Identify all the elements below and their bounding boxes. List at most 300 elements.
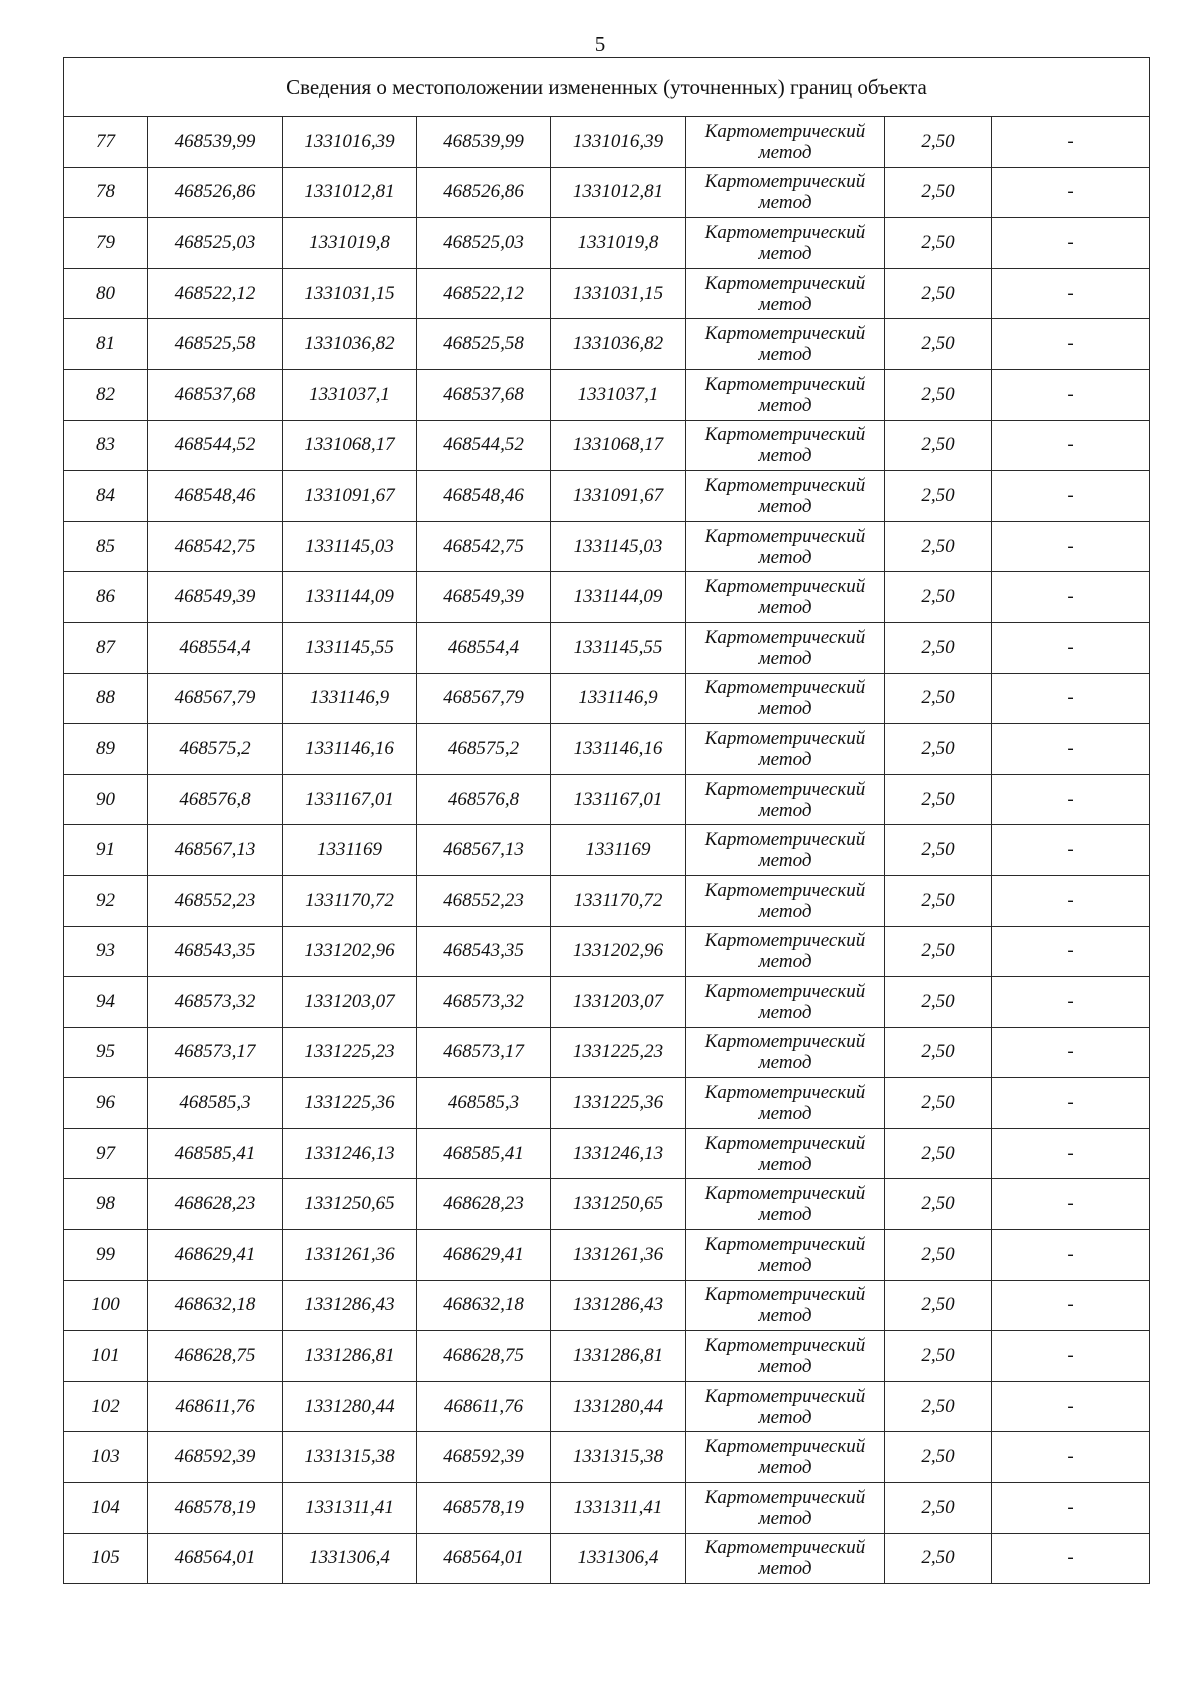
note-cell: -	[992, 218, 1150, 269]
existing-y-cell: 1331031,15	[283, 268, 417, 319]
method-cell	[686, 521, 885, 572]
accuracy-cell: 2,50	[885, 572, 992, 623]
method-line-1: Картометрический	[704, 272, 866, 294]
accuracy-cell: 2,50	[885, 825, 992, 876]
refined-x-cell: 468564,01	[417, 1533, 551, 1584]
point-number-cell: 77	[64, 117, 148, 168]
existing-x-cell: 468526,86	[148, 167, 283, 218]
existing-x-cell: 468573,17	[148, 1027, 283, 1078]
existing-y-cell: 1331203,07	[283, 977, 417, 1028]
method-line-2: метод	[758, 1305, 812, 1327]
method-line-1: Картометрический	[704, 626, 866, 648]
method-line-2: метод	[758, 748, 812, 770]
method-line-1: Картометрический	[704, 1132, 866, 1154]
point-number-cell: 102	[64, 1381, 148, 1432]
point-number-cell: 80	[64, 268, 148, 319]
existing-x-cell: 468629,41	[148, 1230, 283, 1281]
table-row	[64, 774, 1150, 825]
method-line-1: Картометрический	[704, 1385, 866, 1407]
point-number-cell: 101	[64, 1331, 148, 1382]
method-cell	[686, 319, 885, 370]
table-row	[64, 319, 1150, 370]
refined-y-cell: 1331167,01	[551, 774, 686, 825]
accuracy-cell: 2,50	[885, 1483, 992, 1534]
refined-y-cell: 1331146,9	[551, 673, 686, 724]
table-row	[64, 1230, 1150, 1281]
refined-y-cell: 1331315,38	[551, 1432, 686, 1483]
existing-x-cell: 468611,76	[148, 1381, 283, 1432]
table-caption: Сведения о местоположении измененных (уточненных) границ объекта	[64, 58, 1150, 117]
point-number-cell: 88	[64, 673, 148, 724]
existing-x-cell: 468552,23	[148, 875, 283, 926]
accuracy-cell: 2,50	[885, 673, 992, 724]
accuracy-cell: 2,50	[885, 369, 992, 420]
method-cell	[686, 471, 885, 522]
method-line-1: Картометрический	[704, 980, 866, 1002]
point-number-cell: 99	[64, 1230, 148, 1281]
existing-x-cell: 468543,35	[148, 926, 283, 977]
method-line-1: Картометрический	[704, 474, 866, 496]
accuracy-cell: 2,50	[885, 622, 992, 673]
table-row	[64, 724, 1150, 775]
method-cell	[686, 117, 885, 168]
refined-y-cell: 1331170,72	[551, 875, 686, 926]
table-row	[64, 1533, 1150, 1584]
accuracy-cell: 2,50	[885, 521, 992, 572]
existing-y-cell: 1331012,81	[283, 167, 417, 218]
existing-y-cell: 1331170,72	[283, 875, 417, 926]
table-row	[64, 1179, 1150, 1230]
accuracy-cell: 2,50	[885, 1179, 992, 1230]
existing-x-cell: 468585,41	[148, 1128, 283, 1179]
table-row	[64, 673, 1150, 724]
method-cell	[686, 926, 885, 977]
method-line-1: Картометрический	[704, 424, 866, 446]
point-number-cell: 103	[64, 1432, 148, 1483]
method-cell	[686, 1128, 885, 1179]
method-line-2: метод	[758, 1254, 812, 1276]
existing-x-cell: 468554,4	[148, 622, 283, 673]
refined-y-cell: 1331246,13	[551, 1128, 686, 1179]
existing-y-cell: 1331225,36	[283, 1078, 417, 1129]
existing-y-cell: 1331250,65	[283, 1179, 417, 1230]
refined-x-cell: 468526,86	[417, 167, 551, 218]
method-cell	[686, 1381, 885, 1432]
refined-y-cell: 1331036,82	[551, 319, 686, 370]
table-row	[64, 420, 1150, 471]
method-line-1: Картометрический	[704, 930, 866, 952]
method-line-1: Картометрический	[704, 1233, 866, 1255]
existing-y-cell: 1331286,43	[283, 1280, 417, 1331]
accuracy-cell: 2,50	[885, 167, 992, 218]
method-line-1: Картометрический	[704, 1486, 866, 1508]
method-cell	[686, 825, 885, 876]
point-number-cell: 86	[64, 572, 148, 623]
table-row	[64, 1078, 1150, 1129]
method-cell	[686, 1432, 885, 1483]
refined-x-cell: 468628,23	[417, 1179, 551, 1230]
note-cell: -	[992, 521, 1150, 572]
refined-x-cell: 468592,39	[417, 1432, 551, 1483]
table-row	[64, 1483, 1150, 1534]
method-cell	[686, 369, 885, 420]
method-line-1: Картометрический	[704, 221, 866, 243]
method-line-2: метод	[758, 293, 812, 315]
note-cell: -	[992, 1381, 1150, 1432]
method-cell	[686, 977, 885, 1028]
method-line-2: метод	[758, 1204, 812, 1226]
method-cell	[686, 218, 885, 269]
existing-x-cell: 468575,2	[148, 724, 283, 775]
table-row	[64, 471, 1150, 522]
existing-x-cell: 468578,19	[148, 1483, 283, 1534]
table-row	[64, 1280, 1150, 1331]
existing-y-cell: 1331145,55	[283, 622, 417, 673]
existing-y-cell: 1331146,9	[283, 673, 417, 724]
method-cell	[686, 1331, 885, 1382]
refined-x-cell: 468611,76	[417, 1381, 551, 1432]
refined-y-cell: 1331091,67	[551, 471, 686, 522]
existing-y-cell: 1331315,38	[283, 1432, 417, 1483]
method-line-1: Картометрический	[704, 1082, 866, 1104]
method-line-1: Картометрический	[704, 576, 866, 598]
accuracy-cell: 2,50	[885, 724, 992, 775]
existing-y-cell: 1331246,13	[283, 1128, 417, 1179]
refined-y-cell: 1331031,15	[551, 268, 686, 319]
refined-x-cell: 468525,03	[417, 218, 551, 269]
method-cell	[686, 1179, 885, 1230]
note-cell: -	[992, 1280, 1150, 1331]
method-cell	[686, 774, 885, 825]
point-number-cell: 85	[64, 521, 148, 572]
method-line-2: метод	[758, 344, 812, 366]
refined-x-cell: 468567,13	[417, 825, 551, 876]
refined-y-cell: 1331144,09	[551, 572, 686, 623]
method-cell	[686, 572, 885, 623]
point-number-cell: 87	[64, 622, 148, 673]
method-line-2: метод	[758, 1558, 812, 1580]
accuracy-cell: 2,50	[885, 1128, 992, 1179]
point-number-cell: 97	[64, 1128, 148, 1179]
existing-y-cell: 1331068,17	[283, 420, 417, 471]
table-row	[64, 825, 1150, 876]
refined-x-cell: 468525,58	[417, 319, 551, 370]
point-number-cell: 94	[64, 977, 148, 1028]
existing-y-cell: 1331280,44	[283, 1381, 417, 1432]
refined-y-cell: 1331145,55	[551, 622, 686, 673]
accuracy-cell: 2,50	[885, 268, 992, 319]
accuracy-cell: 2,50	[885, 218, 992, 269]
refined-x-cell: 468549,39	[417, 572, 551, 623]
note-cell: -	[992, 977, 1150, 1028]
refined-y-cell: 1331202,96	[551, 926, 686, 977]
existing-x-cell: 468537,68	[148, 369, 283, 420]
accuracy-cell: 2,50	[885, 1331, 992, 1382]
existing-y-cell: 1331311,41	[283, 1483, 417, 1534]
existing-x-cell: 468525,58	[148, 319, 283, 370]
point-number-cell: 104	[64, 1483, 148, 1534]
existing-x-cell: 468544,52	[148, 420, 283, 471]
table-row	[64, 117, 1150, 168]
method-cell	[686, 1280, 885, 1331]
existing-x-cell: 468632,18	[148, 1280, 283, 1331]
note-cell: -	[992, 1027, 1150, 1078]
refined-y-cell: 1331012,81	[551, 167, 686, 218]
existing-y-cell: 1331169	[283, 825, 417, 876]
method-cell	[686, 268, 885, 319]
note-cell: -	[992, 1331, 1150, 1382]
method-line-1: Картометрический	[704, 778, 866, 800]
point-number-cell: 90	[64, 774, 148, 825]
point-number-cell: 82	[64, 369, 148, 420]
table-row	[64, 1128, 1150, 1179]
existing-x-cell: 468539,99	[148, 117, 283, 168]
point-number-cell: 81	[64, 319, 148, 370]
method-cell	[686, 1230, 885, 1281]
method-line-2: метод	[758, 192, 812, 214]
note-cell: -	[992, 572, 1150, 623]
note-cell: -	[992, 1230, 1150, 1281]
method-line-1: Картометрический	[704, 1031, 866, 1053]
existing-x-cell: 468567,13	[148, 825, 283, 876]
refined-y-cell: 1331146,16	[551, 724, 686, 775]
existing-y-cell: 1331167,01	[283, 774, 417, 825]
point-number-cell: 98	[64, 1179, 148, 1230]
method-line-2: метод	[758, 394, 812, 416]
accuracy-cell: 2,50	[885, 1230, 992, 1281]
method-line-2: метод	[758, 445, 812, 467]
point-number-cell: 96	[64, 1078, 148, 1129]
refined-x-cell: 468548,46	[417, 471, 551, 522]
existing-y-cell: 1331036,82	[283, 319, 417, 370]
method-cell	[686, 622, 885, 673]
accuracy-cell: 2,50	[885, 1280, 992, 1331]
existing-x-cell: 468525,03	[148, 218, 283, 269]
refined-x-cell: 468578,19	[417, 1483, 551, 1534]
method-line-2: метод	[758, 647, 812, 669]
refined-y-cell: 1331286,43	[551, 1280, 686, 1331]
note-cell: -	[992, 1128, 1150, 1179]
refined-y-cell: 1331306,4	[551, 1533, 686, 1584]
accuracy-cell: 2,50	[885, 774, 992, 825]
accuracy-cell: 2,50	[885, 1078, 992, 1129]
existing-y-cell: 1331306,4	[283, 1533, 417, 1584]
note-cell: -	[992, 1432, 1150, 1483]
existing-y-cell: 1331037,1	[283, 369, 417, 420]
method-line-2: метод	[758, 698, 812, 720]
point-number-cell: 83	[64, 420, 148, 471]
existing-y-cell: 1331016,39	[283, 117, 417, 168]
method-line-2: метод	[758, 1001, 812, 1023]
method-line-1: Картометрический	[704, 1284, 866, 1306]
table-row	[64, 268, 1150, 319]
method-cell	[686, 1483, 885, 1534]
table-row	[64, 926, 1150, 977]
accuracy-cell: 2,50	[885, 471, 992, 522]
method-cell	[686, 420, 885, 471]
method-line-2: метод	[758, 951, 812, 973]
method-line-2: метод	[758, 546, 812, 568]
existing-x-cell: 468564,01	[148, 1533, 283, 1584]
note-cell: -	[992, 420, 1150, 471]
existing-x-cell: 468585,3	[148, 1078, 283, 1129]
point-number-cell: 100	[64, 1280, 148, 1331]
method-line-2: метод	[758, 1457, 812, 1479]
method-line-2: метод	[758, 1406, 812, 1428]
accuracy-cell: 2,50	[885, 117, 992, 168]
existing-y-cell: 1331286,81	[283, 1331, 417, 1382]
refined-x-cell: 468544,52	[417, 420, 551, 471]
point-number-cell: 92	[64, 875, 148, 926]
method-line-1: Картометрический	[704, 525, 866, 547]
refined-y-cell: 1331068,17	[551, 420, 686, 471]
method-line-2: метод	[758, 141, 812, 163]
refined-y-cell: 1331037,1	[551, 369, 686, 420]
note-cell: -	[992, 673, 1150, 724]
existing-y-cell: 1331225,23	[283, 1027, 417, 1078]
accuracy-cell: 2,50	[885, 926, 992, 977]
method-line-2: метод	[758, 495, 812, 517]
method-line-2: метод	[758, 597, 812, 619]
existing-y-cell: 1331261,36	[283, 1230, 417, 1281]
note-cell: -	[992, 1179, 1150, 1230]
existing-x-cell: 468573,32	[148, 977, 283, 1028]
method-line-1: Картометрический	[704, 677, 866, 699]
existing-y-cell: 1331145,03	[283, 521, 417, 572]
refined-y-cell: 1331225,36	[551, 1078, 686, 1129]
refined-y-cell: 1331280,44	[551, 1381, 686, 1432]
method-line-1: Картометрический	[704, 727, 866, 749]
refined-y-cell: 1331145,03	[551, 521, 686, 572]
existing-x-cell: 468628,75	[148, 1331, 283, 1382]
table-row	[64, 622, 1150, 673]
method-line-1: Картометрический	[704, 373, 866, 395]
point-number-cell: 84	[64, 471, 148, 522]
note-cell: -	[992, 774, 1150, 825]
existing-x-cell: 468549,39	[148, 572, 283, 623]
existing-y-cell: 1331146,16	[283, 724, 417, 775]
refined-y-cell: 1331169	[551, 825, 686, 876]
point-number-cell: 105	[64, 1533, 148, 1584]
note-cell: -	[992, 369, 1150, 420]
method-line-2: метод	[758, 1507, 812, 1529]
refined-y-cell: 1331261,36	[551, 1230, 686, 1281]
note-cell: -	[992, 471, 1150, 522]
refined-y-cell: 1331203,07	[551, 977, 686, 1028]
method-line-1: Картометрический	[704, 120, 866, 142]
refined-x-cell: 468552,23	[417, 875, 551, 926]
point-number-cell: 95	[64, 1027, 148, 1078]
table-row	[64, 218, 1150, 269]
existing-y-cell: 1331091,67	[283, 471, 417, 522]
method-cell	[686, 1533, 885, 1584]
method-line-1: Картометрический	[704, 1183, 866, 1205]
existing-x-cell: 468542,75	[148, 521, 283, 572]
method-cell	[686, 1027, 885, 1078]
accuracy-cell: 2,50	[885, 319, 992, 370]
method-line-2: метод	[758, 1356, 812, 1378]
table-row	[64, 977, 1150, 1028]
method-line-1: Картометрический	[704, 829, 866, 851]
method-line-1: Картометрический	[704, 171, 866, 193]
method-line-2: метод	[758, 900, 812, 922]
method-line-1: Картометрический	[704, 323, 866, 345]
existing-x-cell: 468576,8	[148, 774, 283, 825]
method-cell	[686, 724, 885, 775]
note-cell: -	[992, 1533, 1150, 1584]
note-cell: -	[992, 622, 1150, 673]
point-number-cell: 93	[64, 926, 148, 977]
refined-y-cell: 1331019,8	[551, 218, 686, 269]
table-body	[64, 117, 1150, 1584]
table-row	[64, 521, 1150, 572]
refined-x-cell: 468585,41	[417, 1128, 551, 1179]
refined-x-cell: 468567,79	[417, 673, 551, 724]
accuracy-cell: 2,50	[885, 977, 992, 1028]
refined-x-cell: 468537,68	[417, 369, 551, 420]
refined-x-cell: 468628,75	[417, 1331, 551, 1382]
refined-x-cell: 468632,18	[417, 1280, 551, 1331]
refined-y-cell: 1331286,81	[551, 1331, 686, 1382]
refined-x-cell: 468522,12	[417, 268, 551, 319]
existing-x-cell: 468628,23	[148, 1179, 283, 1230]
point-number-cell: 91	[64, 825, 148, 876]
table-row	[64, 369, 1150, 420]
refined-y-cell: 1331250,65	[551, 1179, 686, 1230]
page-number: 5	[594, 32, 606, 56]
note-cell: -	[992, 724, 1150, 775]
note-cell: -	[992, 1078, 1150, 1129]
method-cell	[686, 1078, 885, 1129]
method-line-2: метод	[758, 799, 812, 821]
existing-x-cell: 468548,46	[148, 471, 283, 522]
accuracy-cell: 2,50	[885, 1027, 992, 1078]
refined-y-cell: 1331016,39	[551, 117, 686, 168]
method-cell	[686, 167, 885, 218]
note-cell: -	[992, 1483, 1150, 1534]
method-line-2: метод	[758, 242, 812, 264]
accuracy-cell: 2,50	[885, 1432, 992, 1483]
table-row	[64, 875, 1150, 926]
method-line-2: метод	[758, 1052, 812, 1074]
method-cell	[686, 875, 885, 926]
refined-x-cell: 468539,99	[417, 117, 551, 168]
accuracy-cell: 2,50	[885, 420, 992, 471]
table-row	[64, 167, 1150, 218]
accuracy-cell: 2,50	[885, 1381, 992, 1432]
refined-x-cell: 468573,32	[417, 977, 551, 1028]
accuracy-cell: 2,50	[885, 1533, 992, 1584]
refined-x-cell: 468575,2	[417, 724, 551, 775]
method-line-1: Картометрический	[704, 1537, 866, 1559]
note-cell: -	[992, 319, 1150, 370]
accuracy-cell: 2,50	[885, 875, 992, 926]
method-line-1: Картометрический	[704, 1335, 866, 1357]
table-row	[64, 1381, 1150, 1432]
method-cell	[686, 673, 885, 724]
refined-y-cell: 1331225,23	[551, 1027, 686, 1078]
point-number-cell: 78	[64, 167, 148, 218]
refined-x-cell: 468629,41	[417, 1230, 551, 1281]
table-row	[64, 1432, 1150, 1483]
table-row	[64, 572, 1150, 623]
existing-y-cell: 1331019,8	[283, 218, 417, 269]
note-cell: -	[992, 117, 1150, 168]
method-line-1: Картометрический	[704, 1436, 866, 1458]
table-caption-row	[64, 58, 1150, 117]
refined-x-cell: 468542,75	[417, 521, 551, 572]
note-cell: -	[992, 268, 1150, 319]
